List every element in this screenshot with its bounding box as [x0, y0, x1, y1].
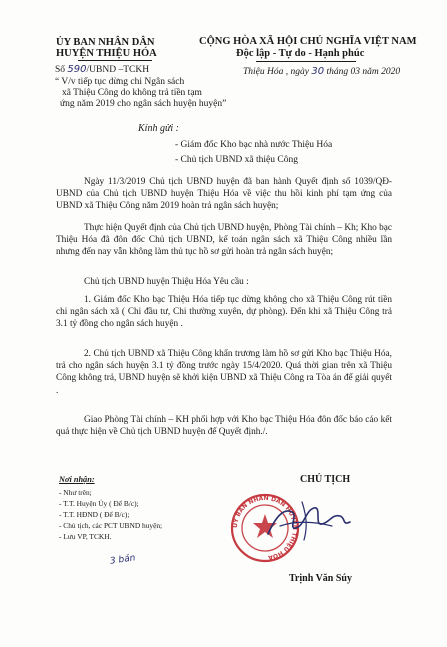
document-number-suffix: /UBND –TCKH — [86, 65, 150, 75]
distribution-title: Nơi nhận: — [59, 475, 95, 484]
handwritten-signature-image — [262, 496, 354, 548]
distribution-item: - T.T. Huyện Ủy ( Để B/c); — [59, 499, 139, 508]
date-suffix: tháng 03 năm 2020 — [324, 67, 401, 77]
distribution-item: - Như trên; — [59, 488, 92, 497]
signer-name: Trịnh Văn Súy — [289, 573, 352, 584]
distribution-item: - T.T. HĐND ( Để B/c); — [59, 510, 130, 519]
org-name-line1: ỦY BAN NHÂN DÂN — [56, 37, 155, 48]
recipient-item: - Chủ tịch UBND xã thiệu Công — [175, 155, 298, 165]
date-prefix: Thiệu Hóa , ngày — [243, 67, 309, 77]
date-day: 30 — [311, 66, 325, 77]
subject-line-2: xã Thiệu Công do không trả tiền tạm — [62, 88, 202, 98]
national-title: CỘNG HÒA XÃ HỘI CHỦ NGHĨA VIỆT NAM — [199, 36, 417, 47]
body-paragraph-1: Ngày 11/3/2019 Chủ tịch UBND huyện đã ban hành Quyết định số 1039/QĐ-UBND của Chủ tịch UBND huyện Thiệu Hóa về việc thu hồi kinh phí tạm ứng của UBND xã Thiệu Công năm 2019 hoàn trả ngân sách huyện; — [56, 177, 392, 212]
body-paragraph-4: 1. Giám đốc Kho bạc Thiệu Hóa tiếp tục dừng không cho xã Thiệu Công rút tiền chi ngân sách xã ( Chi đầu tư, Chi thường xuyên, dự phòng). Đến khi xã Thiệu Công trả 3.1 tỷ đồng cho ngân sách huyện . — [56, 295, 392, 330]
distribution-item: - Chủ tịch, các PCT UBND huyện; — [59, 521, 163, 530]
org-name-line2: HUYỆN THIỆU HÓA — [56, 48, 157, 59]
body-paragraph-3: Chủ tịch UBND huyện Thiệu Hóa Yêu cầu : — [84, 277, 249, 287]
handwritten-note: 3 bản — [109, 553, 137, 567]
national-motto: Độc lập - Tự do - Hạnh phúc — [236, 48, 365, 59]
document-number — [55, 64, 149, 75]
seal-text: ỦY BAN NHÂN DÂN HUYỆN THIỆU HÓA — [231, 494, 299, 561]
org-divider — [78, 60, 152, 61]
body-paragraph-2: Thực hiện Quyết định của Chủ tịch UBND huyện, Phòng Tài chính – Kh; Kho bạc Thiệu Hóa đã đôn đốc Chủ tịch UBND, kế toán ngân sách xã Thiệu Công nhiều lần nhưng đến nay vẫn không làm thủ tục hồ sơ gửi hoàn trả ngân sách huyện; — [56, 223, 392, 258]
subject-line-1: “ V/v tiếp tục dừng chi Ngân sách — [55, 77, 185, 87]
signer-title: CHỦ TỊCH — [300, 474, 351, 485]
recipient-item: - Giám đốc Kho bạc nhà nước Thiệu Hóa — [175, 140, 333, 150]
motto-divider — [256, 61, 356, 62]
body-paragraph-5: 2. Chủ tịch UBND xã Thiệu Công khẩn trương làm hồ sơ gửi Kho bạc Thiệu Hóa, trả cho ngân sách huyện 3.1 tỷ đồng trước ngày 15/4/2020. Quá thời gian trên xã Thiệu Công không trả, UBND huyện sẽ khởi kiện UBND xã Thiệu Công ra Tòa án để giải quyết . — [56, 349, 392, 396]
recipients-label: Kính gửi : — [138, 123, 180, 134]
document-number-prefix: Số — [55, 65, 66, 75]
document-date — [243, 66, 400, 77]
body-paragraph-6: Giao Phòng Tài chính – KH phối hợp với Kho bạc Thiệu Hóa đôn đốc báo cáo kết quả thực hiện về Chủ tịch UBND huyện để Quyết định./. — [56, 415, 392, 438]
document-number-value: 590 — [67, 64, 87, 75]
distribution-item: - Lưu VP, TCKH. — [59, 532, 112, 541]
subject-line-3: ứng năm 2019 cho ngân sách huyện huyện” — [60, 99, 227, 109]
